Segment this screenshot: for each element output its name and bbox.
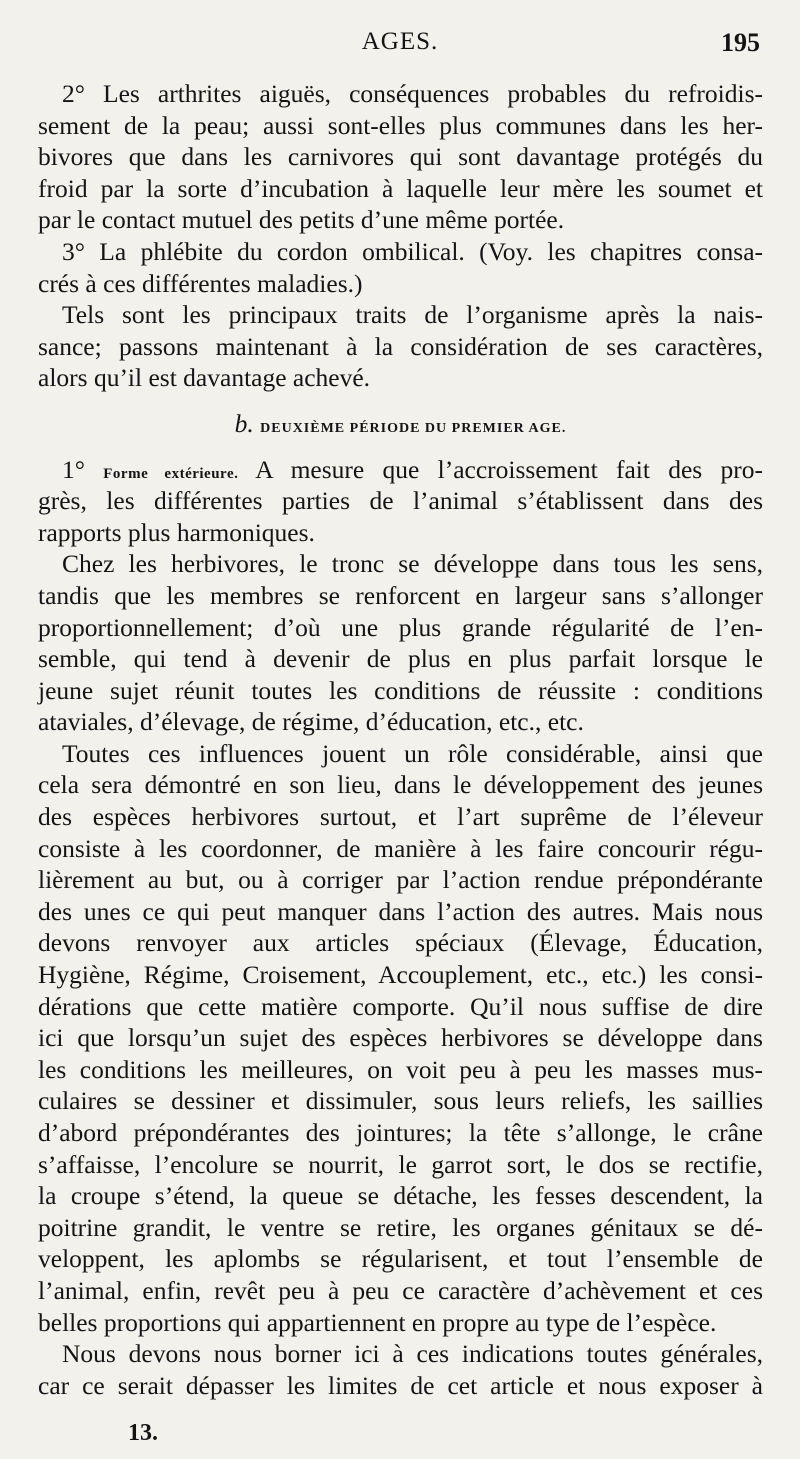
text-line: rapports plus harmoniques. bbox=[38, 517, 315, 547]
text-line: 2° Les arthrites aiguës, conséquences probables du refroidis- bbox=[62, 79, 763, 108]
text-line: cela sera démontré en son lieu, dans le développement des jeunes bbox=[38, 770, 763, 800]
text-line: car ce serait dépasser les limites de cet article et nous exposer à bbox=[38, 1370, 763, 1400]
text-line: les conditions les meilleures, on voit peu à peu les masses mus- bbox=[38, 1054, 763, 1084]
text-line: belles proportions qui appartiennent en propre au type de l’espèce. bbox=[38, 1307, 717, 1337]
text-line: froid par la sorte d’incubation à laquelle leur mère les soumet et bbox=[38, 173, 763, 203]
paragraph-block-a bbox=[38, 78, 763, 394]
section-letter: b. bbox=[234, 408, 254, 438]
text-line: des espèces herbivores surtout, et l’art suprême de l’éleveur bbox=[38, 802, 763, 832]
text-line: poitrine grandit, le ventre se retire, les organes génitaux se dé- bbox=[38, 1212, 763, 1242]
text-line: sance; passons maintenant à la considération de ses caractères, bbox=[38, 331, 763, 361]
page-body bbox=[38, 78, 763, 1401]
text-line: culaires se dessiner et dissimuler, sous leurs reliefs, les saillies bbox=[38, 1086, 763, 1116]
text-line: grès, les différentes parties de l’animal s’établissent dans des bbox=[38, 486, 763, 516]
text-line: des unes ce qui peut manquer dans l’action des autres. Mais nous bbox=[38, 896, 763, 926]
text-line: Hygiène, Régime, Croisement, Accouplement, etc., etc.) les consi- bbox=[38, 960, 763, 990]
subheading-label: Forme extérieure. bbox=[103, 465, 239, 482]
subheading-line bbox=[38, 454, 763, 486]
text-line: bivores que dans les carnivores qui sont davantage protégés du bbox=[38, 142, 763, 172]
text-line: l’animal, enfin, revêt peu à peu ce caractère d’achèvement et ces bbox=[38, 1275, 763, 1305]
text-line: devons renvoyer aux articles spéciaux (Élevage, Éducation, bbox=[38, 928, 763, 958]
text-line: Nous devons nous borner ici à ces indications toutes générales, bbox=[62, 1339, 763, 1369]
text-line: crés à ces différentes maladies.) bbox=[38, 268, 363, 298]
text-line: Tels sont les principaux traits de l’organisme après la nais- bbox=[62, 300, 763, 330]
text-line: jeune sujet réunit toutes les conditions de réussite : conditions bbox=[38, 675, 763, 705]
text-line: consiste à les coordonner, de manière à les faire concourir régu- bbox=[38, 833, 763, 863]
text-line: dérations que cette matière comporte. Qu’il nous suffise de dire bbox=[38, 991, 763, 1021]
text-line: s’affaisse, l’encolure se nourrit, le garrot sort, le dos se rectifie, bbox=[38, 1149, 763, 1179]
paragraph-block-b bbox=[38, 485, 763, 1401]
text-line: 3° La phlébite du cordon ombilical. (Voy. les chapitres consa- bbox=[62, 236, 763, 266]
running-head: AGES. bbox=[361, 28, 439, 55]
subheading-rest: A mesure que l’accroissement fait des pro- bbox=[255, 454, 764, 484]
page-number: 195 bbox=[721, 28, 760, 57]
text-line: alors qu’il est davantage achevé. bbox=[38, 363, 371, 393]
text-line: par le contact mutuel des petits d’une même portée. bbox=[38, 205, 565, 235]
text-line: veloppent, les aplombs se régularisent, et tout l’ensemble de bbox=[38, 1244, 763, 1274]
text-line: d’abord prépondérantes des jointures; la tête s’allonge, le crâne bbox=[38, 1118, 763, 1147]
text-line: la croupe s’étend, la queue se détache, les fesses descendent, la bbox=[38, 1181, 763, 1211]
signature-mark: 13. bbox=[128, 1420, 158, 1446]
text-line: lièrement au but, ou à corriger par l’action rendue prépondérante bbox=[38, 865, 763, 895]
section-heading bbox=[38, 408, 763, 440]
subheading-number: 1° bbox=[62, 454, 85, 484]
text-line: proportionnellement; d’où une plus grande régularité de l’en- bbox=[38, 612, 763, 642]
text-line: Toutes ces influences jouent un rôle considérable, ainsi que bbox=[62, 738, 763, 768]
text-line: tandis que les membres se renforcent en largeur sans s’allonger bbox=[38, 580, 763, 610]
page-header bbox=[40, 28, 760, 62]
text-line: semble, qui tend à devenir de plus en plus parfait lorsque le bbox=[38, 644, 763, 674]
text-line: ici que lorsqu’un sujet des espèces herbivores se développe dans bbox=[38, 1023, 763, 1053]
section-title: DEUXIÈME PÉRIODE DU PREMIER AGE. bbox=[260, 420, 567, 436]
text-line: ataviales, d’élevage, de régime, d’éducation, etc., etc. bbox=[38, 707, 584, 737]
text-line: Chez les herbivores, le tronc se développe dans tous les sens, bbox=[62, 549, 763, 579]
text-line: sement de la peau; aussi sont-elles plus communes dans les her- bbox=[38, 110, 763, 140]
